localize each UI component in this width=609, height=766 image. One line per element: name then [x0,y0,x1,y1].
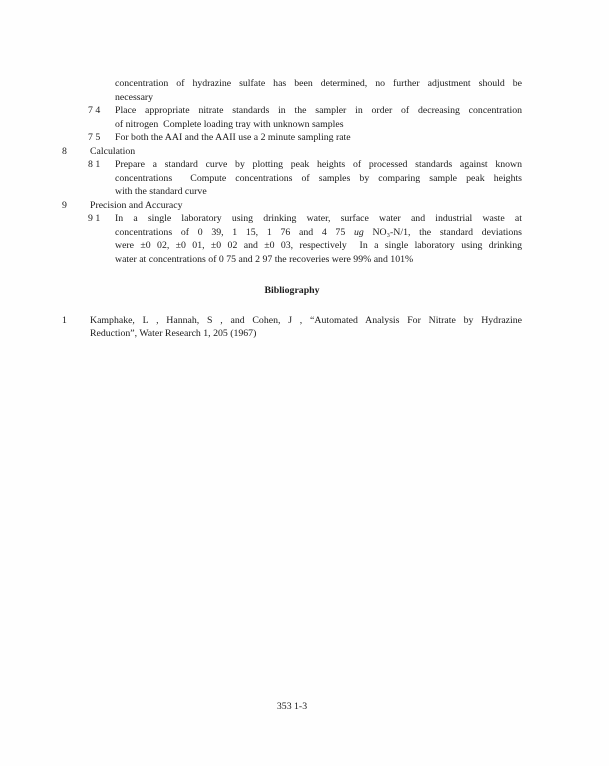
text-segment: concentrations of 0 39, 1 15, 1 76 and 4 75 [115,226,354,238]
text-line: necessary [115,91,154,103]
text-line: Prepare a standard curve by plotting peak heights of processed standards against known [115,159,522,170]
text-segment: NO₃-N/1, the standard deviations [363,226,522,238]
bibliography-entry [62,314,522,341]
text-line: concentrations Compute concentrations of samples by comparing sample peak heights [115,172,522,184]
item-number: 7 4 [88,105,101,116]
section-number: 8 [62,145,67,157]
section-heading-9 [62,199,522,213]
document-body [62,77,522,341]
text-line: For both the AAI and the AAII use a 2 minute sampling rate [115,132,351,143]
text-line: water at concentrations of 0 75 and 2 97 the recoveries were 99% and 101% [115,253,414,265]
entry-number: 1 [62,314,67,326]
paragraph-7-3-continuation [62,77,522,104]
text-line: were ±0 02, ±0 01, ±0 02 and ±0 03, respectively In a single laboratory using drinking [115,240,522,251]
text-line: Reduction”, Water Research 1, 205 (1967) [90,328,257,339]
text-line: Kamphake, L , Hannah, S , and Cohen, J , “Automated Analysis For Nitrate by Hydrazine [90,314,522,326]
section-title: Precision and Accuracy [90,199,183,211]
item-number: 8 1 [88,159,101,170]
list-item-7-4 [62,104,522,131]
text-line: with the standard curve [115,186,207,197]
text-line: concentration of hydrazine sulfate has been determined, no further adjustment should be [115,78,522,89]
text-segment-italic: ug [353,226,364,238]
text-line: In a single laboratory using drinking water, surface water and industrial waste at [115,213,522,224]
list-item-9-1 [62,212,522,266]
section-heading-8 [62,145,522,159]
page-number: 353 1-3 [276,701,308,712]
text-line: of nitrogen Complete loading tray with unknown samples [115,118,344,130]
item-number: 7 5 [88,132,101,143]
list-item-8-1 [62,158,522,199]
section-title: Calculation [90,145,136,157]
list-item-7-5 [62,131,522,145]
section-number: 9 [62,199,67,211]
item-number: 9 1 [88,213,101,224]
bibliography-title: Bibliography [264,285,320,296]
text-line: Place appropriate nitrate standards in the sampler in order of decreasing concentration [115,105,522,116]
text-line [115,226,522,240]
